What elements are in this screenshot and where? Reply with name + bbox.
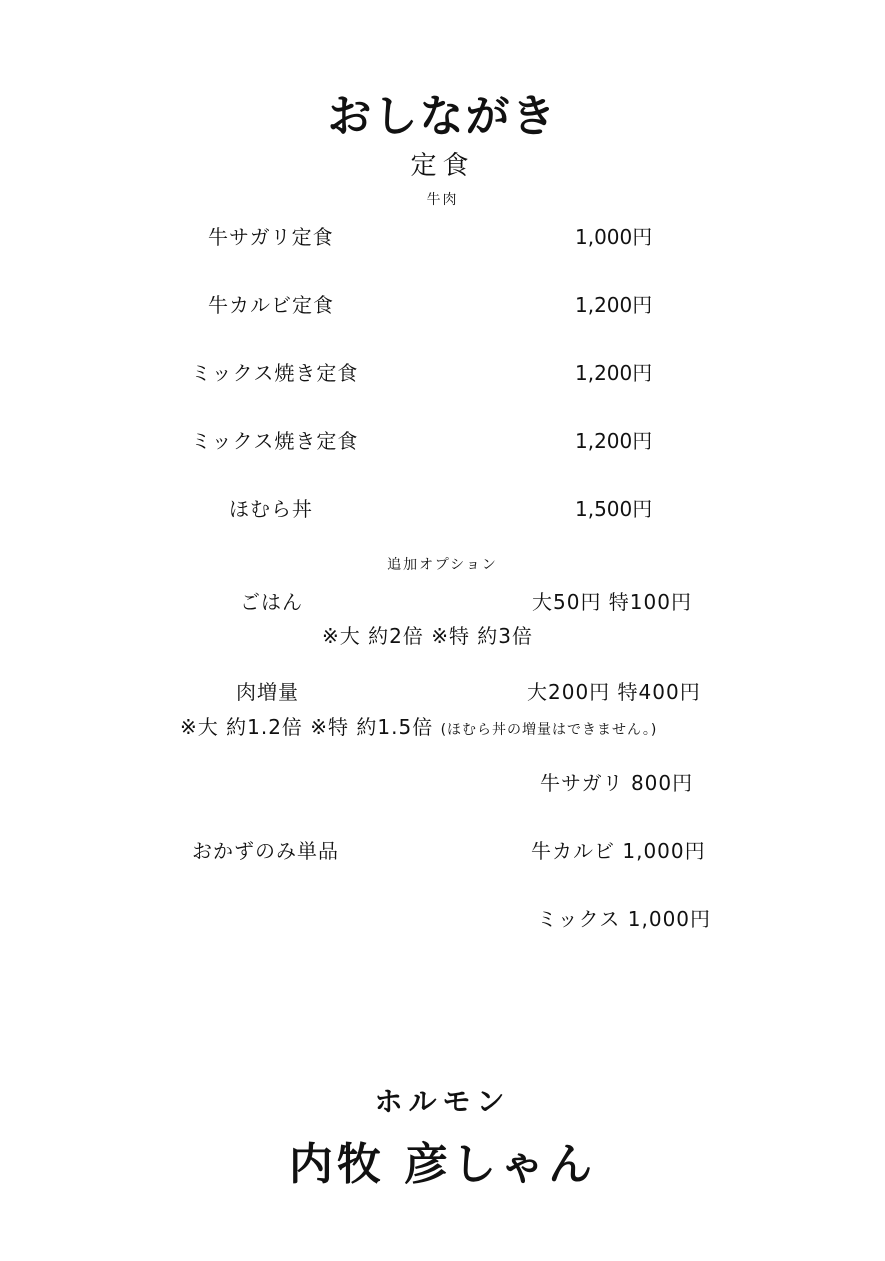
option-rice-price: 大50円 特100円 xyxy=(532,590,692,614)
menu-item-price: 1,200円 xyxy=(575,293,653,317)
menu-item-price: 1,200円 xyxy=(575,429,653,453)
shop-name: 内牧 彦しゃん xyxy=(288,1139,597,1190)
option-meat-note-main: ※大 約1.2倍 ※特 約1.5倍 xyxy=(180,715,434,739)
menu-item-price: 1,000円 xyxy=(575,225,653,249)
menu-item-name: ミックス焼き定食 xyxy=(191,361,359,385)
menu-item-price: 1,200円 xyxy=(575,361,653,385)
menu-item-name: 牛カルビ定食 xyxy=(208,293,334,317)
option-rice-note: ※大 約2倍 ※特 約3倍 xyxy=(322,624,534,648)
menu-item-price: 1,500円 xyxy=(575,497,653,521)
menu-title: おしながき xyxy=(327,91,558,142)
section-heading: 定食 xyxy=(410,151,475,181)
option-meat-name: 肉増量 xyxy=(236,680,299,704)
option-meat-note-small: (ほむら丼の増量はできません。) xyxy=(440,722,658,738)
side-only-name: おかずのみ単品 xyxy=(192,839,339,863)
side-price-sagari: 牛サガリ 800円 xyxy=(540,771,694,795)
shop-genre: ホルモン xyxy=(374,1085,511,1118)
options-heading: 追加オプション xyxy=(387,557,498,573)
option-meat-note xyxy=(180,711,657,740)
side-price-mix: ミックス 1,000円 xyxy=(537,907,712,931)
menu-item-name: ミックス焼き定食 xyxy=(191,429,359,453)
subsection-heading: 牛肉 xyxy=(426,192,459,208)
option-meat-price: 大200円 特400円 xyxy=(527,680,701,704)
menu-item-name: 牛サガリ定食 xyxy=(208,225,334,249)
option-rice-name: ごはん xyxy=(240,590,303,614)
menu-item-name: ほむら丼 xyxy=(229,497,313,521)
side-price-karubi: 牛カルビ 1,000円 xyxy=(531,839,706,863)
